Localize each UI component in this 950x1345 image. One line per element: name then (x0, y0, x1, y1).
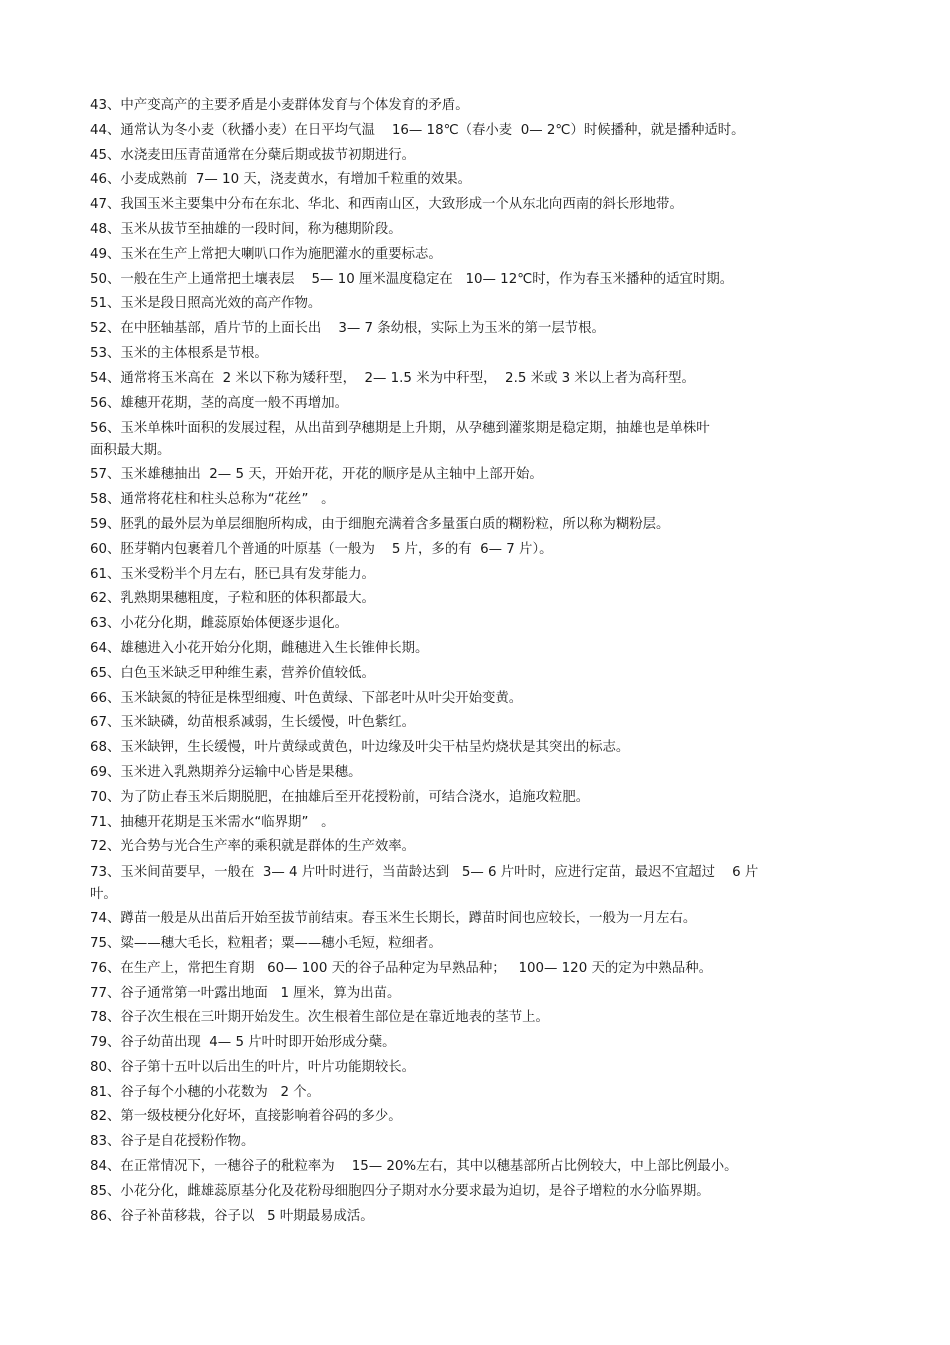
list-item: 77、谷子通常第一叶露出地面 1 厘米，算为出苗。 (90, 985, 401, 1001)
list-item: 70、为了防止春玉米后期脱肥，在抽雄后至开花授粉前，可结合浇水，追施攻粒肥。 (90, 789, 590, 805)
list-item: 49、玉米在生产上常把大喇叭口作为施肥灌水的重要标志。 (90, 246, 442, 262)
list-item: 43、中产变高产的主要矛盾是小麦群体发育与个体发育的矛盾。 (90, 98, 469, 113)
list-item: 74、蹲苗一般是从出苗后开始至拔节前结束。春玉米生长期长，蹲苗时间也应较长，一般为一月左右。 (90, 911, 697, 927)
list-item: 53、玉米的主体根系是节根。 (90, 345, 268, 361)
list-item: 72、光合势与光合生产率的乘积就是群体的生产效率。 (90, 839, 416, 855)
list-item: 46、小麦成熟前 7— 10 天，浇麦黄水，有增加千粒重的效果。 (90, 172, 471, 188)
list-item: 78、谷子次生根在三叶期开始发生。次生根着生部位是在靠近地表的茎节上。 (90, 1010, 549, 1026)
list-item: 54、通常将玉米高在 2 米以下称为矮秆型， 2— 1.5 米为中秆型， 2.5 米或 3 米以上者为高秆型。 (90, 370, 695, 386)
list-item: 84、在正常情况下，一穗谷子的秕粒率为 15— 20%左右，其中以穗基部所占比例较大，中上部比例最小。 (90, 1159, 738, 1175)
list-item: 45、水浇麦田压青苗通常在分蘖后期或拔节初期进行。 (90, 147, 416, 163)
list-item: 47、我国玉米主要集中分布在东北、华北、和西南山区，大致形成一个从东北向西南的斜长形地带。 (90, 197, 683, 213)
list-item: 67、玉米缺磷，幼苗根系减弱，生长缓慢，叶色紫红。 (90, 715, 416, 731)
list-item: 76、在生产上，常把生育期 60— 100 天的谷子品种定为早熟品种； 100— 120 天的定为中熟品种。 (90, 960, 712, 976)
list-item: 79、谷子幼苗出现 4— 5 片叶时即开始形成分蘖。 (90, 1035, 396, 1051)
list-item: 85、小花分化，雌雄蕊原基分化及花粉母细胞四分子期对水分要求最为迫切，是谷子增粒的水分临界期。 (90, 1183, 710, 1199)
list-item: 65、白色玉米缺乏甲种维生素，营养价值较低。 (90, 665, 375, 681)
list-item: 44、通常认为冬小麦（秋播小麦）在日平均气温 16— 18℃（春小麦 0— 2℃）时候播种，就是播种适时。 (90, 122, 745, 138)
list-item: 56、雄穗开花期，茎的高度一般不再增加。 (90, 395, 349, 411)
list-item: 58、通常将花柱和柱头总称为“花丝” 。 (90, 492, 335, 508)
list-item: 62、乳熟期果穗粗度，子粒和胚的体积都最大。 (90, 591, 375, 607)
list-item: 75、粱——穗大毛长，粒粗者；粟——穗小毛短，粒细者。 (90, 935, 442, 951)
list-item: 81、谷子每个小穗的小花数为 2 个。 (90, 1084, 321, 1100)
list-item: 51、玉米是段日照高光效的高产作物。 (90, 296, 322, 312)
list-item: 73、玉米间苗要早，一般在 3— 4 片叶时进行，当苗龄达到 5— 6 片叶时，应进行定苗，最迟不宜超过 6 片 叶。 (90, 865, 759, 903)
item-list (90, 94, 870, 1229)
list-item: 61、玉米受粉半个月左右，胚已具有发芽能力。 (90, 566, 375, 582)
list-item: 80、谷子第十五叶以后出生的叶片，叶片功能期较长。 (90, 1059, 416, 1075)
list-item: 56、玉米单株叶面积的发展过程，从出苗到孕穗期是上升期，从孕穗到灌浆期是稳定期，抽雄也是单株叶 面积最大期。 (90, 421, 710, 459)
list-item: 82、第一级枝梗分化好坏，直接影响着谷码的多少。 (90, 1109, 402, 1125)
list-item: 63、小花分化期，雌蕊原始体便逐步退化。 (90, 616, 349, 632)
list-item: 52、在中胚轴基部，盾片节的上面长出 3— 7 条幼根，实际上为玉米的第一层节根。 (90, 321, 605, 337)
list-item: 83、谷子是自花授粉作物。 (90, 1134, 255, 1150)
list-item: 86、谷子补苗移栽，谷子以 5 叶期最易成活。 (90, 1208, 374, 1224)
list-item: 68、玉米缺钾，生长缓慢，叶片黄绿或黄色，叶边缘及叶尖干枯呈灼烧状是其突出的标志。 (90, 740, 630, 756)
list-item: 71、抽穗开花期是玉米需水“临界期” 。 (90, 814, 335, 830)
list-item: 66、玉米缺氮的特征是株型细瘦、叶色黄绿、下部老叶从叶尖开始变黄。 (90, 690, 523, 706)
list-item: 64、雄穗进入小花开始分化期，雌穗进入生长锥伸长期。 (90, 640, 429, 656)
list-item: 69、玉米进入乳熟期养分运输中心皆是果穗。 (90, 764, 362, 780)
list-item: 59、胚乳的最外层为单层细胞所构成，由于细胞充满着含多量蛋白质的糊粉粒，所以称为糊粉层。 (90, 516, 670, 532)
list-item: 50、一般在生产上通常把土壤表层 5— 10 厘米温度稳定在 10— 12℃时，作为春玉米播种的适宜时期。 (90, 271, 734, 287)
list-item: 48、玉米从拔节至抽雄的一段时间，称为穗期阶段。 (90, 221, 402, 237)
list-item: 57、玉米雄穗抽出 2— 5 天，开始开花，开花的顺序是从主轴中上部开始。 (90, 467, 543, 483)
list-item: 60、胚芽鞘内包裹着几个普通的叶原基（一般为 5 片，多的有 6— 7 片）。 (90, 541, 553, 557)
